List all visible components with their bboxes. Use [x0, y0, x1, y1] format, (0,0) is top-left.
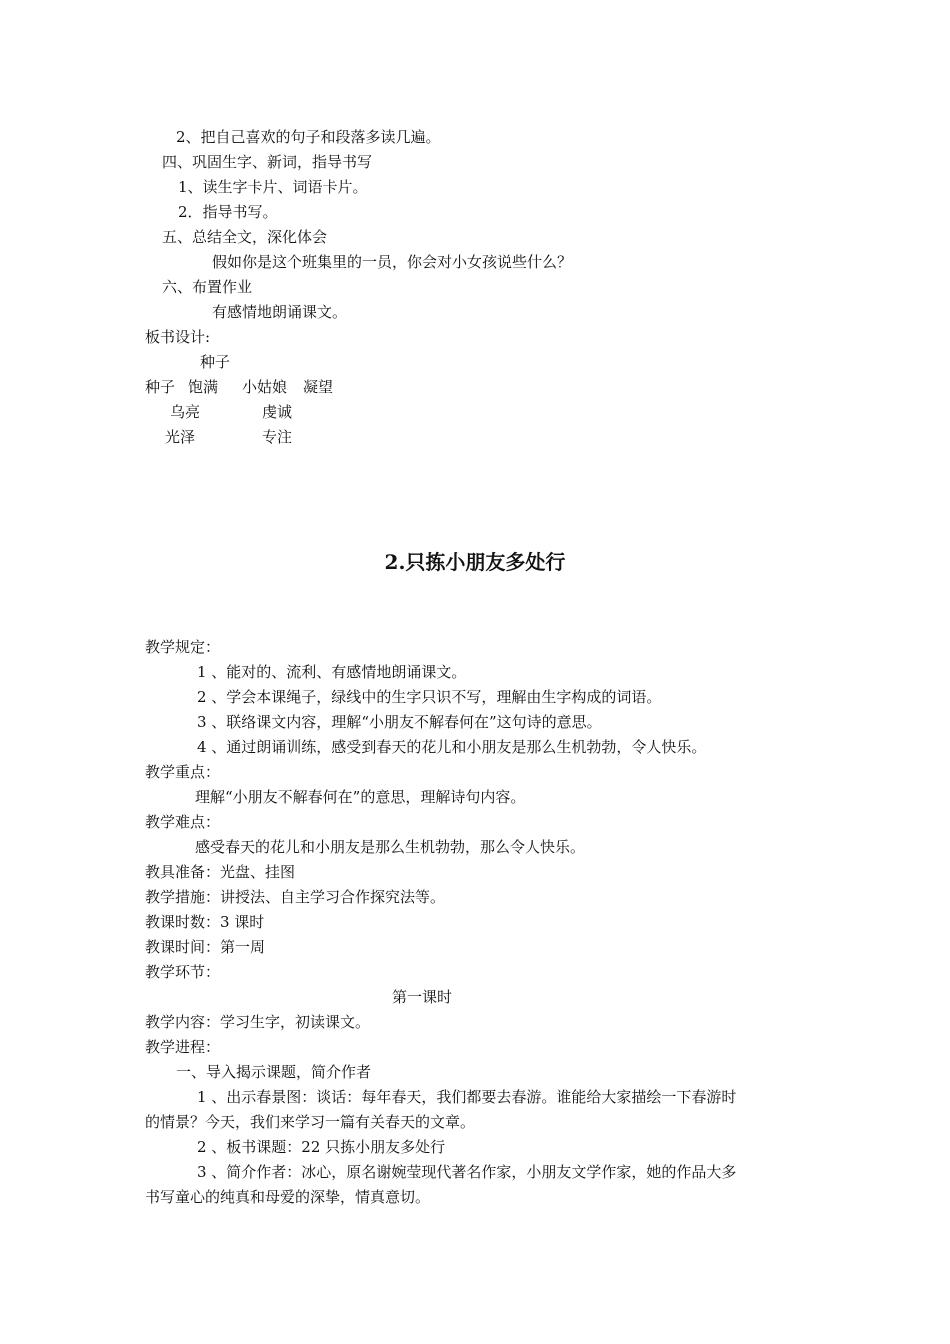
section-heading: 四、巩固生字、新词，指导书写 [162, 153, 373, 171]
section-heading: 五、总结全文，深化体会 [162, 228, 328, 246]
text-line: 教学内容：学习生字，初读课文。 [145, 1013, 371, 1031]
board-design-label: 板书设计: [145, 328, 211, 346]
text-line: 教课时数：3 课时 [145, 913, 265, 931]
list-item: 2 、板书课题：22 只拣小朋友多处行 [197, 1138, 446, 1156]
board-word: 饱满 [188, 378, 219, 396]
board-word: 专注 [262, 428, 293, 446]
text-line: 感受春天的花儿和小朋友是那么生机勃勃，那么令人快乐。 [195, 838, 586, 856]
text-line: 2、把自己喜欢的句子和段落多读几遍。 [176, 128, 441, 146]
text-line: 教课时间：第一周 [145, 938, 266, 956]
section-heading: 一、导入揭示课题，简介作者 [176, 1063, 372, 1081]
list-item: 1 、出示春景图：谈话：每年春天，我们都要去春游。谁能给大家描绘一下春游时 [197, 1088, 737, 1106]
board-title: 种子 [200, 353, 231, 371]
field-label: 教学进程： [145, 1038, 221, 1056]
field-label: 教学重点： [145, 763, 221, 781]
list-item: 3 、简介作者：冰心，原名谢婉莹现代著名作家，小朋友文学作家，她的作品大多 [197, 1163, 737, 1181]
text-line: 假如你是这个班集里的一员，你会对小女孩说些什么？ [212, 253, 573, 271]
text-line: 有感情地朗诵课文。 [212, 303, 348, 321]
lesson-title: 2.只拣小朋友多处行 [384, 550, 566, 574]
field-label: 教学环节： [145, 963, 221, 981]
period-heading: 第一课时 [392, 988, 453, 1006]
text-line: 1、读生字卡片、词语卡片。 [178, 178, 368, 196]
text-line: 教具准备：光盘、挂图 [145, 863, 296, 881]
board-word: 乌亮 [170, 403, 201, 421]
board-word: 凝望 [303, 378, 334, 396]
field-label: 教学规定： [145, 638, 221, 656]
field-label: 教学难点： [145, 813, 221, 831]
text-line: 理解“小朋友不解春何在”的意思，理解诗句内容。 [195, 788, 526, 806]
section-heading: 六、布置作业 [162, 278, 253, 296]
text-line: 教学措施：讲授法、自主学习合作探究法等。 [145, 888, 446, 906]
list-item: 2 、学会本课绳子，绿线中的生字只识不写，理解由生字构成的词语。 [197, 688, 662, 706]
text-line: 的情景？今天，我们来学习一篇有关春天的文章。 [145, 1113, 476, 1131]
board-word: 种子 [145, 378, 176, 396]
board-word: 虔诚 [262, 403, 293, 421]
board-word: 光泽 [165, 428, 196, 446]
text-line: 2．指导书写。 [178, 203, 278, 221]
list-item: 1 、能对的、流利、有感情地朗诵课文。 [197, 663, 467, 681]
text-line: 书写童心的纯真和母爱的深挚，情真意切。 [145, 1188, 431, 1206]
list-item: 3 、联络课文内容，理解“小朋友不解春何在”这句诗的意思。 [197, 713, 602, 731]
list-item: 4 、通过朗诵训练，感受到春天的花儿和小朋友是那么生机勃勃，令人快乐。 [197, 738, 707, 756]
board-word: 小姑娘 [242, 378, 288, 396]
